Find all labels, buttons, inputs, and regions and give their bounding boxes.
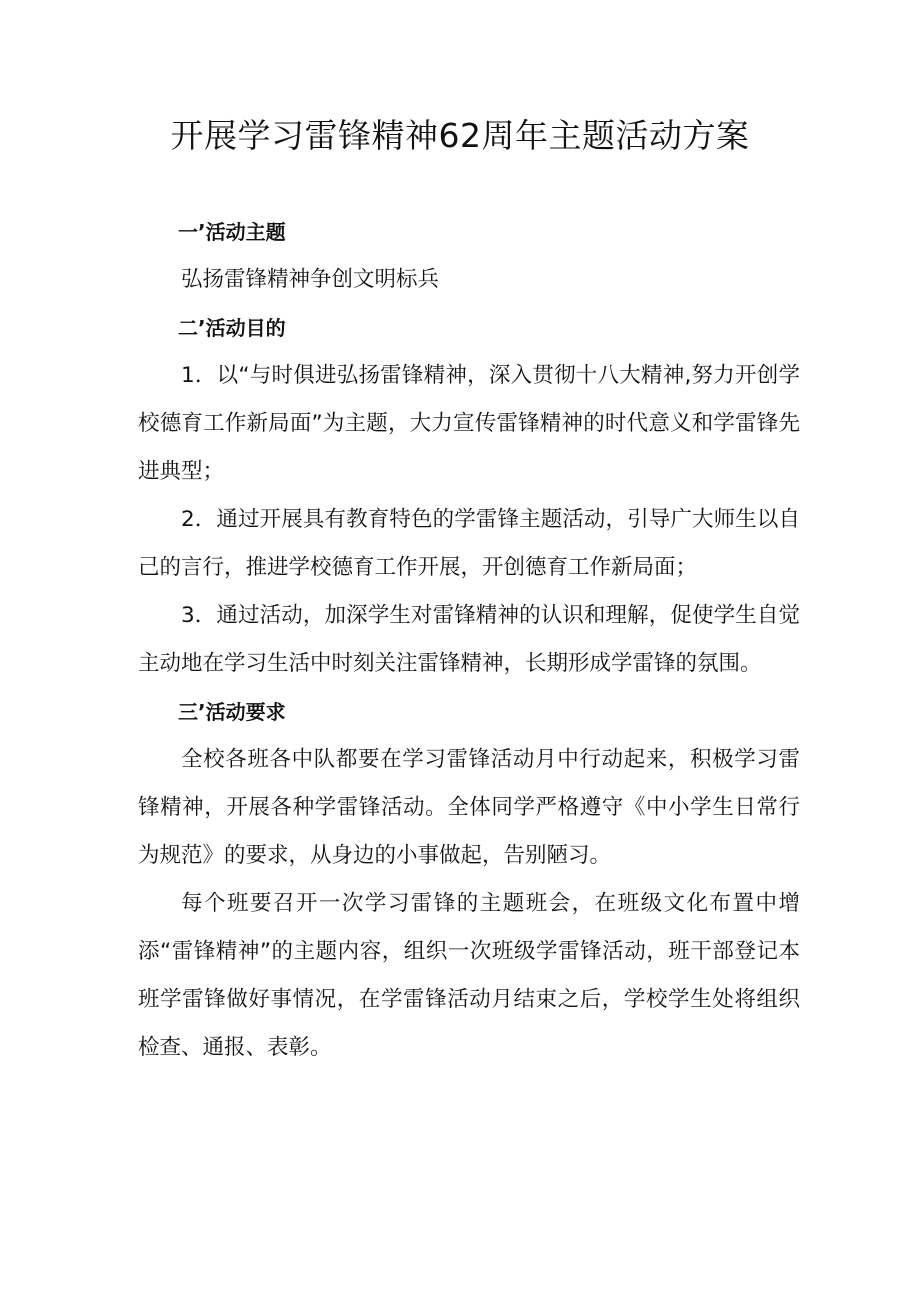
section-heading-requirements: 三’活动要求 [178, 700, 286, 724]
paragraph-purpose-1: 1．以“与时俱进弘扬雷锋精神，深入贯彻十八大精神,努力开创学校德育工作新局面”为主题，大力宣传雷锋精神的时代意义和学雷锋先进典型； [138, 363, 800, 484]
paragraph-purpose-2: 2．通过开展具有教育特色的学雷锋主题活动，引导广大师生以自己的言行，推进学校德育工作开展，开创德育工作新局面； [138, 507, 800, 580]
document-body [138, 208, 800, 1072]
section-heading-purpose: 二’活动目的 [178, 316, 286, 340]
section-heading-theme: 一’活动主题 [178, 220, 286, 244]
document-title: 开展学习雷锋精神62周年主题活动方案 [170, 116, 750, 155]
paragraph-requirements-2: 每个班要召开一次学习雷锋的主题班会，在班级文化布置中增添“雷锋精神”的主题内容，组织一次班级学雷锋活动，班干部登记本班学雷锋做好事情况，在学雷锋活动月结束之后，学校学生处将组织检查、通报、表彰。 [138, 891, 800, 1060]
paragraph-purpose-3: 3．通过活动，加深学生对雷锋精神的认识和理解，促使学生自觉主动地在学习生活中时刻关注雷锋精神，长期形成学雷锋的氛围。 [138, 603, 800, 676]
paragraph-theme: 弘扬雷锋精神争创文明标兵 [181, 267, 440, 292]
paragraph-requirements-1: 全校各班各中队都要在学习雷锋活动月中行动起来，积极学习雷锋精神，开展各种学雷锋活动。全体同学严格遵守《中小学生日常行为规范》的要求，从身边的小事做起，告别陋习。 [138, 747, 800, 868]
